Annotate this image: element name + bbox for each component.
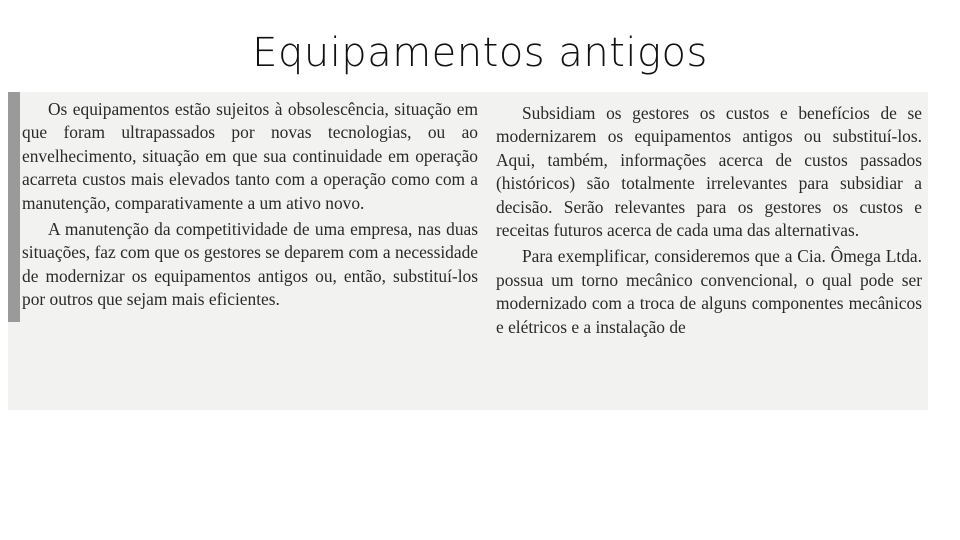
right-text-column — [496, 102, 922, 339]
left-text-column — [22, 98, 478, 312]
paragraph: Para exemplificar, consideremos que a Cia. Ômega Ltda. possua um torno mecânico convencional, o qual pode ser modernizado com a troca de alguns componentes mecânicos e elétricos e a instalação de — [496, 246, 922, 337]
paragraph: Os equipamentos estão sujeitos à obsolescência, situação em que foram ultrapassados por novas tecnologias, ou ao envelhecimento, situação em que sua continuidade em operação acarreta custos mais elevados tanto com a operação como com a manutenção, comparativamente a um ativo novo. — [22, 99, 478, 213]
scan-edge-shadow — [8, 92, 20, 322]
scanned-book-page — [8, 92, 928, 410]
paragraph: Subsidiam os gestores os custos e benefícios de se modernizarem os equipamentos antigos ou substituí-los. Aqui, também, informações acerca de custos passados (históricos) são totalmente irrelevantes para subsidiar a decisão. Serão relevantes para os gestores os custos e receitas futuros acerca de cada uma das alternativas. — [496, 103, 922, 241]
paragraph: A manutenção da competitividade de uma empresa, nas duas situações, faz com que os gestores se deparem com a necessidade de modernizar os equipamentos antigos ou, então, substituí-los por outros que sejam mais eficientes. — [22, 219, 478, 310]
slide-title: Equipamentos antigos — [252, 30, 708, 76]
